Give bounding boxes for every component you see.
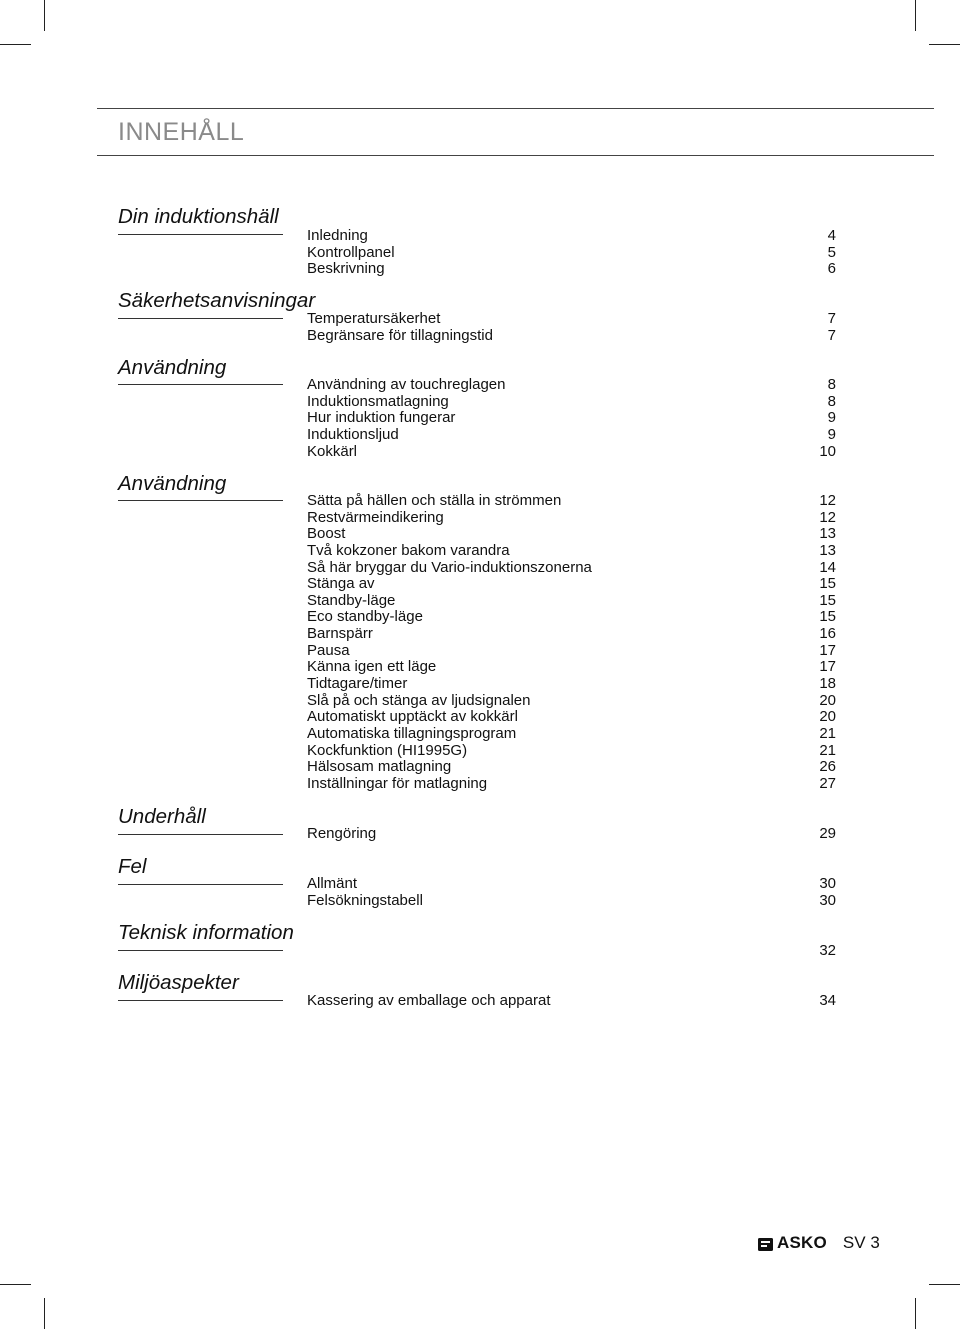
toc-entry[interactable] (307, 310, 836, 327)
toc-entry[interactable] (307, 327, 836, 344)
section-rule (118, 318, 283, 319)
toc-entry-label: Inställningar för matlagning (307, 774, 488, 792)
section-heading: Fel (118, 855, 147, 878)
section-heading: Teknisk information (118, 921, 294, 944)
page-number: SV 3 (842, 1233, 880, 1252)
toc-entry-label: Hur induktion fungerar (307, 409, 456, 427)
toc-entry-page: 9 (827, 409, 836, 427)
toc-entry[interactable] (307, 443, 836, 460)
toc-entry[interactable] (307, 725, 836, 742)
crop-mark (929, 44, 960, 45)
toc-entry-page: 29 (819, 825, 836, 842)
asko-logo-icon (758, 1236, 773, 1251)
toc-entry[interactable] (307, 575, 836, 592)
toc-entry-page: 9 (827, 425, 836, 443)
toc-entry-label: Kokkärl (307, 442, 358, 460)
section-rule (118, 500, 283, 501)
page-title: INNEHÅLL (118, 118, 245, 146)
toc-entry-label: Felsökningstabell (307, 891, 423, 909)
toc-entry-page: 15 (819, 575, 836, 593)
toc-entry[interactable] (307, 708, 836, 725)
toc-entry-page: 6 (827, 260, 836, 278)
toc-entry-label: Tidtagare/timer (307, 674, 408, 692)
toc-entry-page: 32 (819, 942, 836, 959)
toc-entry-page: 13 (819, 525, 836, 543)
toc-entry[interactable] (307, 942, 836, 959)
toc-entry-label: Temperatursäkerhet (307, 310, 441, 327)
toc-entry[interactable] (307, 244, 836, 261)
toc-entry-label: Automatiska tillagningsprogram (307, 724, 517, 742)
section-heading: Säkerhetsanvisningar (118, 289, 316, 312)
toc-entry[interactable] (307, 426, 836, 443)
toc-entry-label: Kockfunktion (HI1995G) (307, 741, 468, 759)
section-rule (118, 834, 283, 835)
toc-entry[interactable] (307, 525, 836, 542)
toc-entry[interactable] (307, 227, 836, 244)
toc-entry-page: 4 (827, 227, 836, 244)
toc-entry-label: Induktionsljud (307, 425, 399, 443)
toc-entry-label: Beskrivning (307, 260, 385, 278)
toc-entry-page: 30 (819, 875, 836, 892)
section-rule (118, 884, 283, 885)
toc-entry[interactable] (307, 376, 836, 393)
toc-entry-page: 30 (819, 891, 836, 909)
toc-entry-label: Användning av touchreglagen (307, 376, 506, 393)
toc-entry-page: 12 (819, 508, 836, 526)
toc-entry-page: 17 (819, 658, 836, 676)
toc-entry[interactable] (307, 825, 836, 842)
toc-entry-label: Pausa (307, 641, 350, 659)
toc-entry-page: 17 (819, 641, 836, 659)
toc-entry[interactable] (307, 992, 836, 1009)
toc-entry[interactable] (307, 675, 836, 692)
toc-entry-page: 13 (819, 541, 836, 559)
toc-entry[interactable] (307, 393, 836, 410)
toc-entry-label: Boost (307, 525, 346, 543)
toc-entry-page: 26 (819, 758, 836, 776)
toc-entry-label: Kontrollpanel (307, 243, 395, 261)
toc-entry-label: Rengöring (307, 825, 377, 842)
section-heading: Användning (118, 356, 227, 379)
toc-entry-label: Kassering av emballage och apparat (307, 992, 551, 1009)
toc-entry[interactable] (307, 509, 836, 526)
toc-entry[interactable] (307, 875, 836, 892)
toc-entry-label: Hälsosam matlagning (307, 758, 452, 776)
toc-entry-page: 34 (819, 992, 836, 1009)
toc-entry-page: 14 (819, 558, 836, 576)
crop-mark (0, 1284, 31, 1285)
toc-entry-label: Så här bryggar du Vario-induktionszonerna (307, 558, 592, 576)
toc-entry-page: 15 (819, 608, 836, 626)
toc-entry-label: Inledning (307, 227, 368, 244)
toc-entry-page: 7 (827, 326, 836, 344)
footer (758, 1232, 880, 1254)
toc-entry-page: 7 (827, 310, 836, 327)
brand-logo-text: ASKO (777, 1233, 827, 1252)
toc-entry-page: 8 (827, 376, 836, 393)
toc-entry-page: 12 (819, 492, 836, 509)
toc-entry-label: Känna igen ett läge (307, 658, 437, 676)
crop-mark (915, 1298, 916, 1329)
toc-entry-page: 21 (819, 741, 836, 759)
toc-entry[interactable] (307, 260, 836, 277)
section-rule (118, 950, 283, 951)
toc-entry-page: 20 (819, 691, 836, 709)
toc-entry[interactable] (307, 892, 836, 909)
toc-entry-label: Två kokzoner bakom varandra (307, 541, 510, 559)
toc-entry-label: Sätta på hällen och ställa in strömmen (307, 492, 562, 509)
toc-entry[interactable] (307, 542, 836, 559)
toc-entry[interactable] (307, 592, 836, 609)
crop-mark (44, 1298, 45, 1329)
section-rule (118, 384, 283, 385)
toc-entry-page: 27 (819, 774, 836, 792)
toc-entry-label: Barnspärr (307, 625, 373, 642)
title-rule (97, 155, 934, 156)
toc-entry-label: Standby-läge (307, 591, 396, 609)
toc-entry-page: 8 (827, 392, 836, 410)
top-rule (97, 108, 934, 109)
toc-entry-label: Restvärmeindikering (307, 508, 444, 526)
toc-entry[interactable] (307, 608, 836, 625)
section-heading: Din induktionshäll (118, 205, 279, 228)
toc-entry-page: 10 (819, 442, 836, 460)
toc-entry[interactable] (307, 559, 836, 576)
toc-entry-page: 5 (827, 243, 836, 261)
toc-entry-page: 16 (819, 625, 836, 642)
section-heading: Användning (118, 472, 227, 495)
toc-entry[interactable] (307, 625, 836, 642)
toc-entry-label: Allmänt (307, 875, 358, 892)
crop-mark (929, 1284, 960, 1285)
toc-entry-page: 18 (819, 674, 836, 692)
toc-entry-label: Eco standby-läge (307, 608, 423, 626)
toc-entry-page: 20 (819, 708, 836, 726)
section-rule (118, 234, 283, 235)
toc-entry[interactable] (307, 492, 836, 509)
toc-entry[interactable] (307, 642, 836, 659)
toc-entry-label: Induktionsmatlagning (307, 392, 449, 410)
section-heading: Underhåll (118, 805, 206, 828)
toc-entry[interactable] (307, 758, 836, 775)
toc-entry-label: Stänga av (307, 575, 375, 593)
toc-entry[interactable] (307, 692, 836, 709)
toc-entry-page: 21 (819, 724, 836, 742)
toc-entry[interactable] (307, 658, 836, 675)
toc-entry-label: Begränsare för tillagningstid (307, 326, 493, 344)
toc-entry[interactable] (307, 775, 836, 792)
section-heading: Miljöaspekter (118, 971, 239, 994)
crop-mark (915, 0, 916, 31)
toc-entry-label: Automatiskt upptäckt av kokkärl (307, 708, 518, 726)
toc-entry-label: Slå på och stänga av ljudsignalen (307, 691, 531, 709)
section-rule (118, 1000, 283, 1001)
crop-mark (0, 44, 31, 45)
toc-entry[interactable] (307, 409, 836, 426)
toc-entry-page: 15 (819, 591, 836, 609)
crop-mark (44, 0, 45, 31)
toc-entry[interactable] (307, 742, 836, 759)
